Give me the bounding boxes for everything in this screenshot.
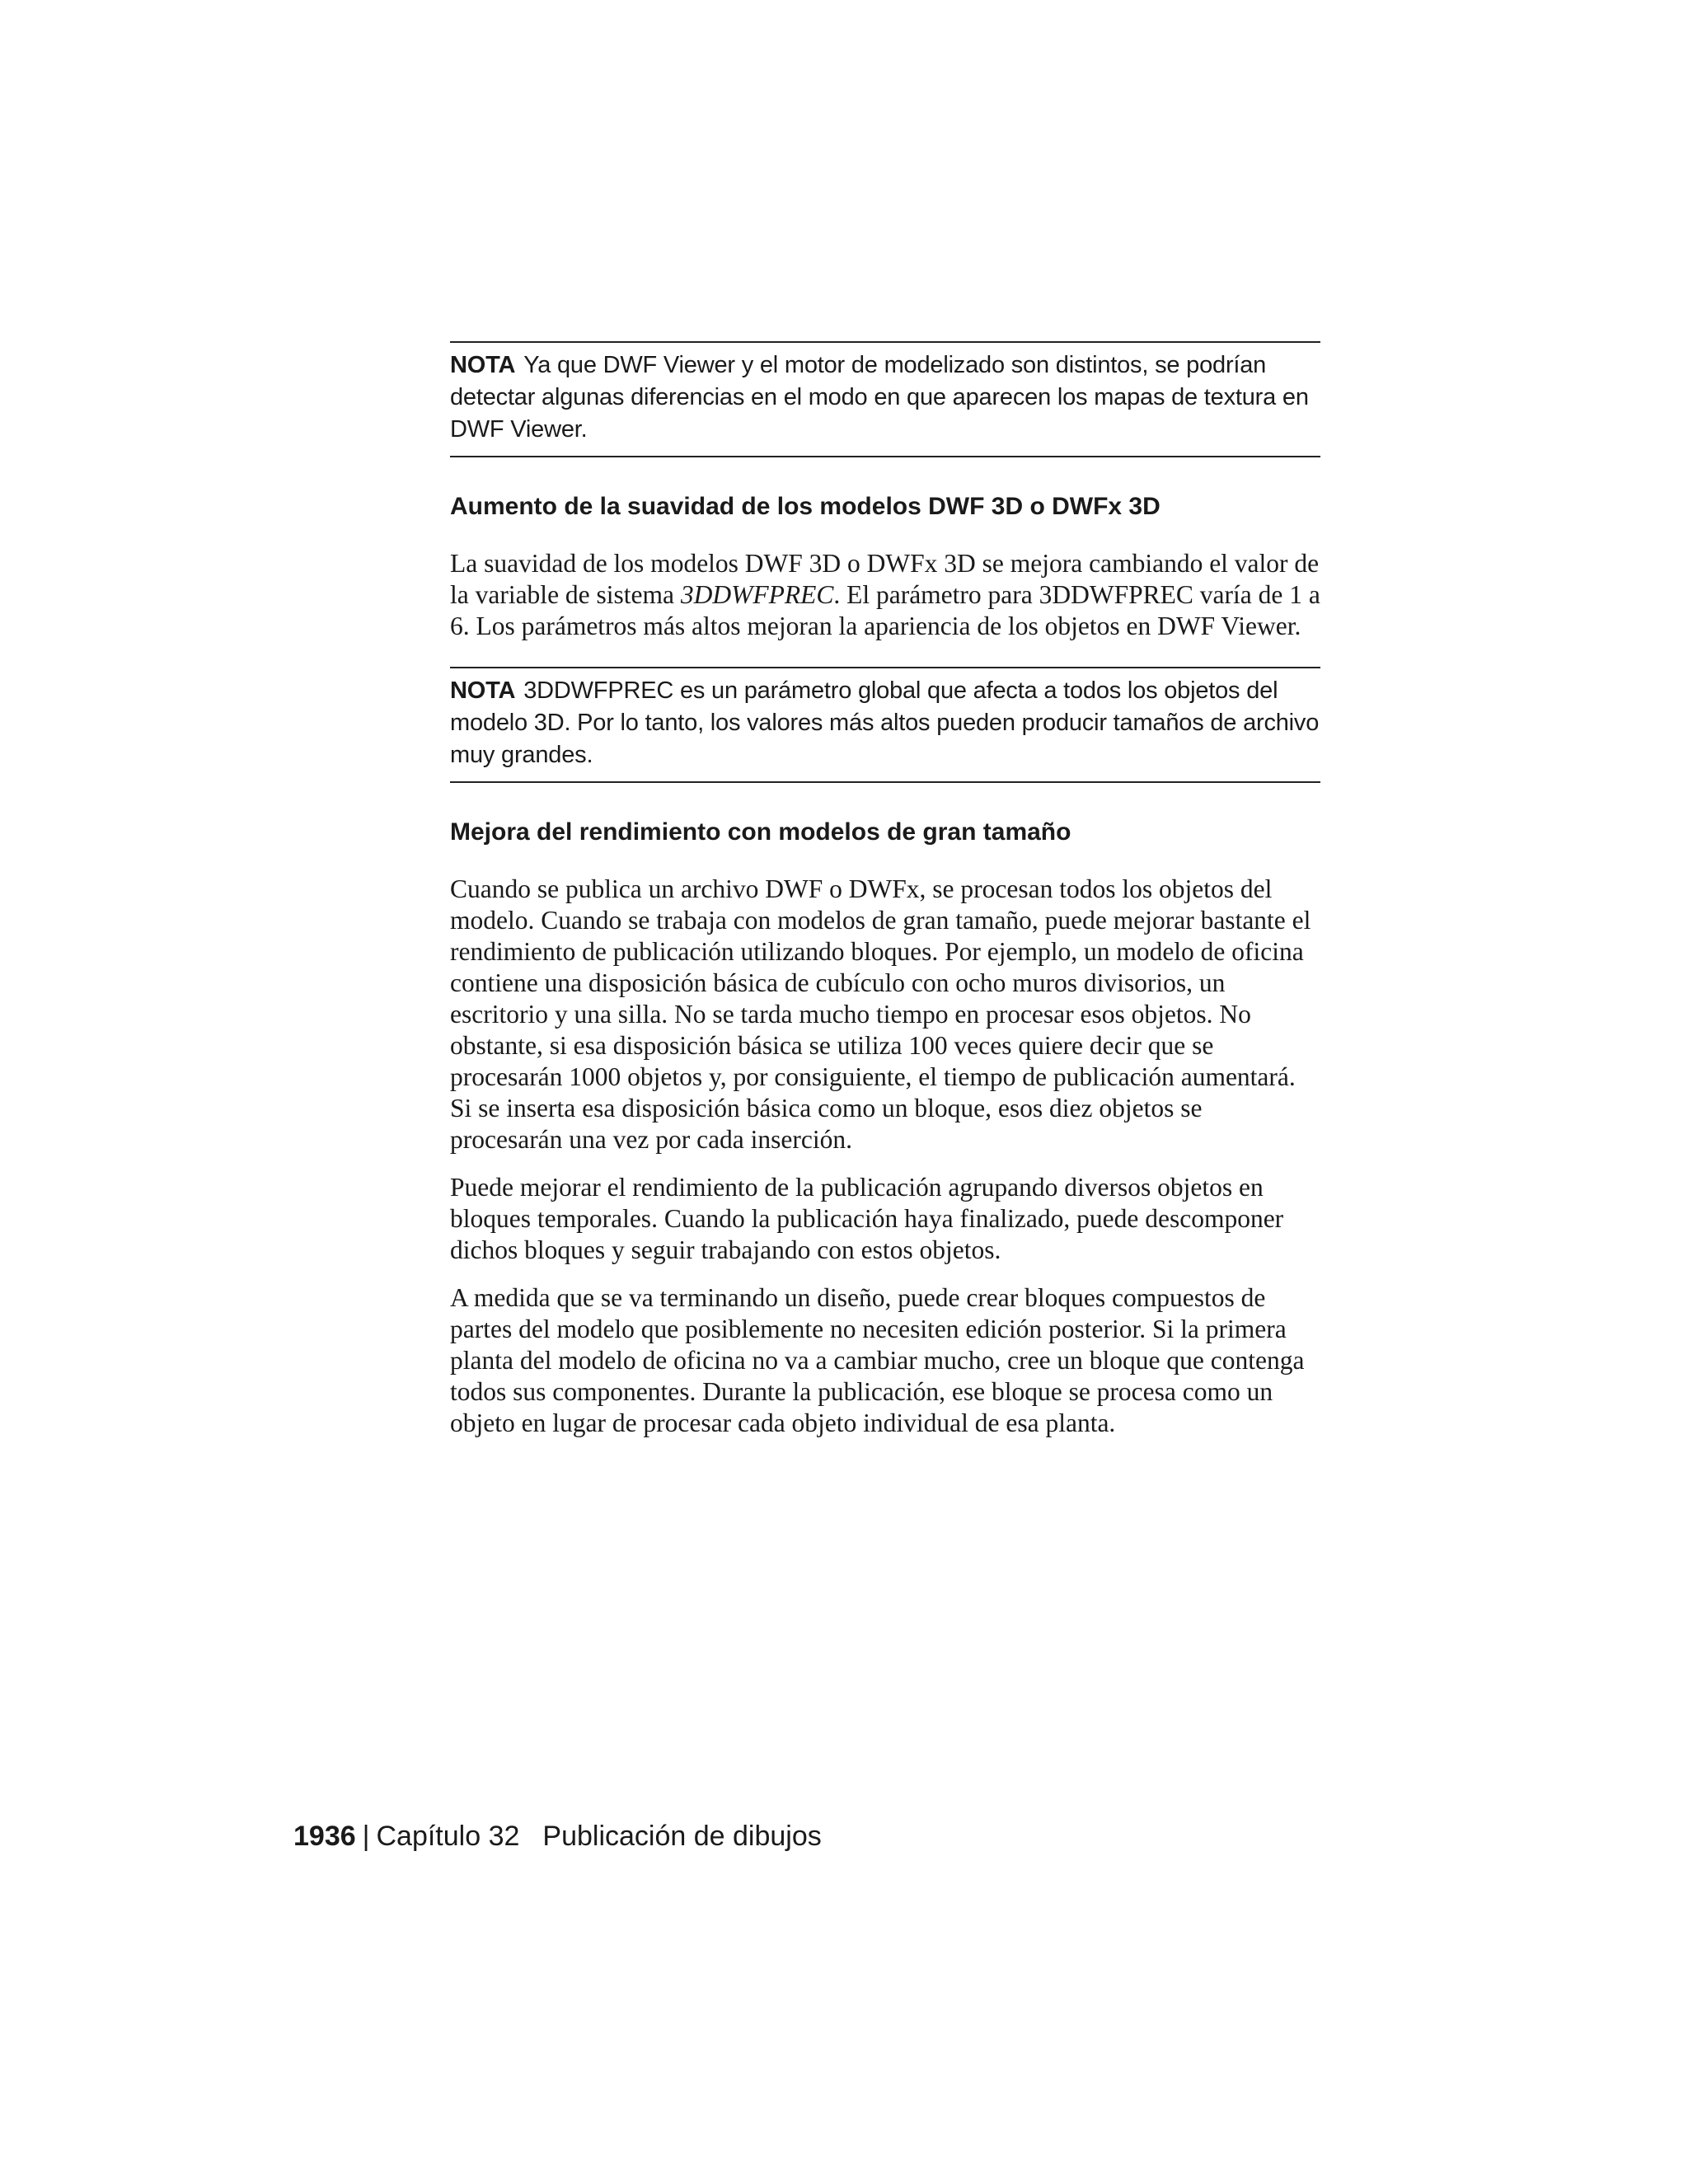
chapter-title: Publicación de dibujos	[542, 1821, 822, 1852]
body-paragraph: Cuando se publica un archivo DWF o DWFx, se procesan todos los objetos del modelo. Cuando se trabaja con modelos de gran tamaño, puede mejorar bastante el rendimiento de publicación utilizando bloques. Por ejemplo, un modelo de oficina contiene una disposición básica de cubículo con ocho muros divisorios, un escritorio y una silla. No se tarda mucho tiempo en procesar esos objetos. No obstante, si esa disposición básica se utiliza 100 veces quiere decir que se procesarán 1000 objetos y, por consiguiente, el tiempo de publicación aumentará. Si se inserta esa disposición básica como un bloque, esos diez objetos se procesarán una vez por cada inserción.	[450, 874, 1311, 1154]
page-number: 1936	[293, 1821, 356, 1852]
section-heading: Aumento de la suavidad de los modelos DWF 3D o DWFx 3D	[450, 493, 1160, 520]
paragraph-text: . El parámetro para 3DDWFPREC varía de 1 a 6. Los parámetros más altos mejoran la apariencia de los objetos en DWF Viewer.	[450, 580, 1320, 640]
paragraph-text: La suavidad de los modelos DWF 3D o DWFx 3D se mejora cambiando el valor de la variable de sistema	[450, 549, 1320, 609]
note-box	[450, 341, 1320, 457]
note-label: NOTA	[450, 677, 516, 704]
footer-separator: |	[362, 1821, 370, 1852]
body-paragraph	[450, 548, 1320, 642]
page-footer	[293, 1818, 822, 1854]
note-text: Ya que DWF Viewer y el motor de modelizado son distintos, se podrían detectar algunas diferencias en el modo en que aparecen los mapas de textura en DWF Viewer.	[450, 352, 1309, 443]
note-box	[450, 667, 1320, 783]
note-text: 3DDWFPREC es un parámetro global que afecta a todos los objetos del modelo 3D. Por lo tanto, los valores más altos pueden producir tamaños de archivo muy grandes.	[450, 677, 1320, 768]
body-paragraph: A medida que se va terminando un diseño, puede crear bloques compuestos de partes del modelo que posiblemente no necesiten edición posterior. Si la primera planta del modelo de oficina no va a cambiar mucho, cree un bloque que contenga todos sus componentes. Durante la publicación, ese bloque se procesa como un objeto en lugar de procesar cada objeto individual de esa planta.	[450, 1283, 1305, 1437]
chapter-label: Capítulo 32	[376, 1821, 520, 1852]
body-paragraph: Puede mejorar el rendimiento de la publicación agrupando diversos objetos en bloques temporales. Cuando la publicación haya finalizado, puede descomponer dichos bloques y seguir trabajando con estos objetos.	[450, 1173, 1284, 1264]
section-heading: Mejora del rendimiento con modelos de gran tamaño	[450, 818, 1071, 846]
system-variable: 3DDWFPREC	[680, 580, 834, 609]
page-content	[450, 341, 1320, 1455]
note-label: NOTA	[450, 352, 516, 378]
